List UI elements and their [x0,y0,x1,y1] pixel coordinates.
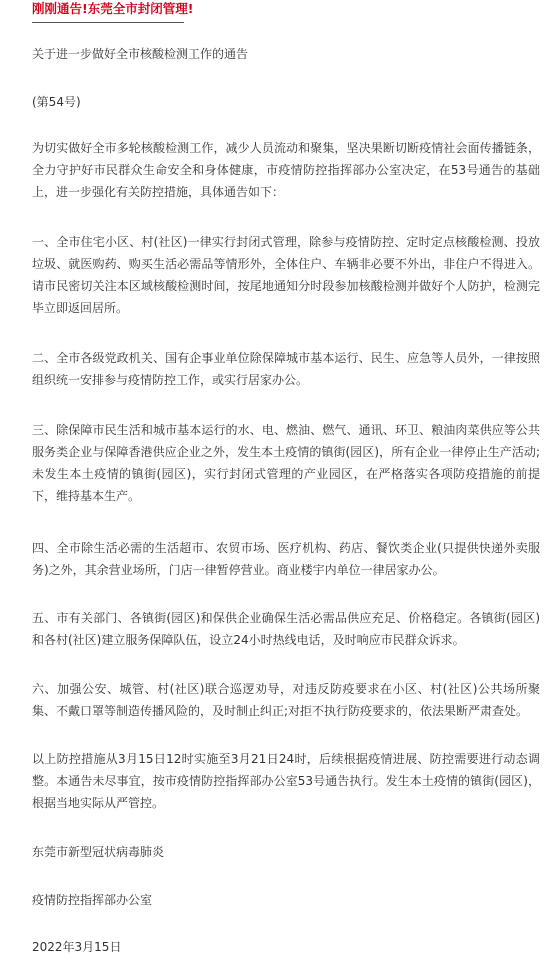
notice-date: 2022年3月15日 [32,940,122,954]
signature-line-2: 疫情防控指挥部办公室 [32,893,153,907]
signature-line-1: 东莞市新型冠状病毒肺炎 [32,845,165,859]
notice-closing: 以上防控措施从3月15日12时实施至3月21日24时，后续根据疫情进展、防控需要进行动态调整。本通告未尽事宜，按市疫情防控指挥部办公室53号通告执行。发生本土疫情的镇街(园区)，根据当地实际从严管控。 [32,752,540,810]
article-headline: 刚刚通告!东莞全市封闭管理! [32,1,194,16]
notice-item-2: 二、全市各级党政机关、国有企事业单位除保障城市基本运行、民生、应急等人员外，一律按照组织统一安排参与疫情防控工作，或实行居家办公。 [32,351,540,387]
notice-title: 关于进一步做好全市核酸检测工作的通告 [32,47,249,61]
notice-item-4: 四、全市除生活必需的生活超市、农贸市场、医疗机构、药店、餐饮类企业(只提供快递外卖服务)之外，其余营业场所，门店一律暂停营业。商业楼宇内单位一律居家办公。 [32,541,540,577]
notice-item-3: 三、除保障市民生活和城市基本运行的水、电、燃油、燃气、通讯、环卫、粮油肉菜供应等公共服务类企业与保障香港供应企业之外，发生本土疫情的镇街(园区)，所有企业一律停止生产活动;未发生本土疫情的镇街(园区)，实行封闭式管理的产业园区，在严格落实各项防疫措施的前提下，维持基本生产。 [32,423,540,503]
notice-intro: 为切实做好全市多轮核酸检测工作，减少人员流动和聚集，坚决果断切断疫情社会面传播链条，全力守护好市民群众生命安全和身体健康，市疫情防控指挥部办公室决定，在53号通告的基础上，进一步强化有关防控措施，具体通告如下： [32,141,540,199]
notice-item-5: 五、市有关部门、各镇街(园区)和保供企业确保生活必需品供应充足、价格稳定。各镇街(园区)和各村(社区)建立服务保障队伍，设立24小时热线电话，及时响应市民群众诉求。 [32,611,540,647]
headline-divider [32,22,184,23]
notice-item-6: 六、加强公安、城管、村(社区)联合巡逻劝导，对违反防疫要求在小区、村(社区)公共场所聚集、不戴口罩等制造传播风险的，及时制止纠正;对拒不执行防疫要求的，依法果断严肃查处。 [32,682,540,718]
notice-item-1: 一、全市住宅小区、村(社区)一律实行封闭式管理，除参与疫情防控、定时定点核酸检测、投放垃圾、就医购药、购买生活必需品等情形外，全体住户、车辆非必要不外出，非住户不得进入。请市民密切关注本区域核酸检测时间，按尾地通知分时段参加核酸检测并做好个人防护，检测完毕立即返回居所。 [32,235,540,315]
notice-number: (第54号) [32,95,81,109]
